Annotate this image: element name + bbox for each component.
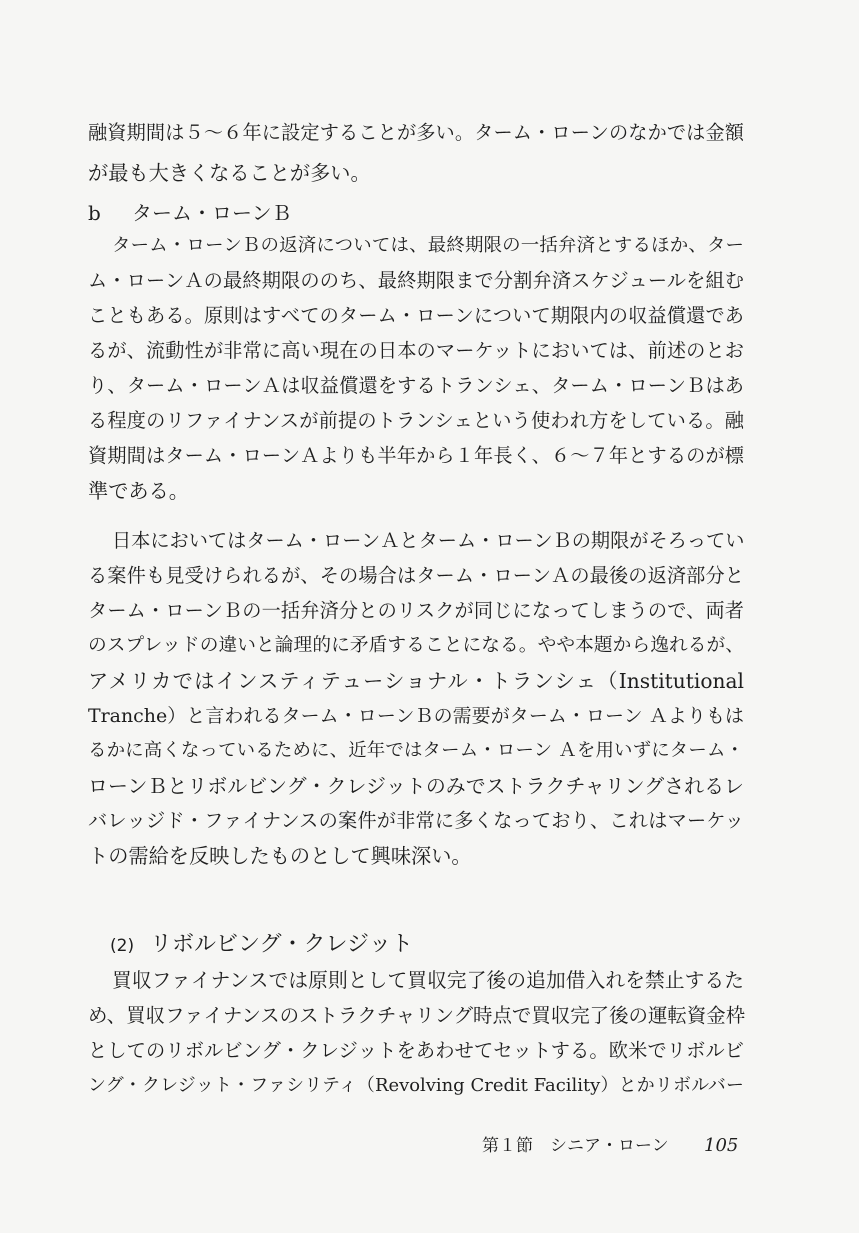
section-title: リボルビング・クレジット bbox=[150, 932, 414, 957]
text-line: 準である。 bbox=[88, 479, 189, 503]
running-head: 第１節 シニア・ローン bbox=[482, 1136, 669, 1156]
text-line: ム・ローンＡの最終期限ののち、最終期限まで分割弁済スケジュールを組む bbox=[88, 269, 744, 292]
text-line: る案件も見受けられるが、その場合はターム・ローンＡの最後の返済部分と bbox=[88, 564, 744, 587]
section-number: (2) bbox=[110, 936, 135, 956]
text-line: るが、流動性が非常に高い現在の日本のマーケットにおいては、前述のとお bbox=[88, 339, 744, 362]
text-line: ターム・ローンＢの一括弁済分とのリスクが同じになってしまうので、両者 bbox=[88, 599, 744, 622]
subheading bbox=[88, 198, 292, 228]
text-line: め、買収ファイナンスのストラクチャリング時点で買収完了後の運転資金枠 bbox=[88, 1004, 746, 1027]
text-line: 買収ファイナンスでは原則として買収完了後の追加借入れを禁止するた bbox=[112, 969, 744, 992]
text-line: としてのリボルビング・クレジットをあわせてセットする。欧米でリボルビ bbox=[88, 1039, 744, 1062]
page-number: 105 bbox=[704, 1135, 739, 1156]
text-line: アメリカではインスティテューショナル・トランシェ（Institutional bbox=[88, 669, 744, 693]
text-line: 資期間はターム・ローンＡよりも半年から１年長く、６～７年とするのが標 bbox=[88, 444, 744, 467]
text-line: が最も大きくなることが多い。 bbox=[88, 161, 371, 185]
text-line: るかに高くなっているために、近年ではターム・ローン Ａを用いずにターム・ bbox=[88, 740, 744, 761]
text-line: のスプレッドの違いと論理的に矛盾することになる。やや本題から逸れるが、 bbox=[88, 635, 744, 656]
text-line: こともある。原則はすべてのターム・ローンについて期限内の収益償還であ bbox=[88, 304, 744, 327]
section-heading bbox=[110, 929, 413, 962]
text-line: トの需給を反映したものとして興味深い。 bbox=[88, 844, 472, 868]
text-line: 融資期間は５～６年に設定することが多い。ターム・ローンのなかでは金額 bbox=[88, 121, 744, 144]
text-line: る程度のリファイナンスが前提のトランシェという使われ方をしている。融 bbox=[88, 409, 744, 432]
text-line: り、ターム・ローンＡは収益償還をするトランシェ、ターム・ローンＢはあ bbox=[88, 374, 744, 397]
text-line: ローンＢとリボルビング・クレジットのみでストラクチャリングされるレ bbox=[88, 774, 744, 798]
page-footer bbox=[482, 1132, 739, 1160]
subheading-mark: b bbox=[88, 201, 101, 225]
text-line: 日本においてはターム・ローンＡとターム・ローンＢの期限がそろってい bbox=[112, 529, 745, 552]
text-line: ターム・ローンＢの返済については、最終期限の一括弁済とするほか、ター bbox=[112, 235, 744, 256]
text-line: Tranche）と言われるターム・ローンＢの需要がターム・ローン Ａよりもは bbox=[88, 705, 744, 727]
text-line: ング・クレジット・ファシリティ（Revolving Credit Facility）とかリボルバー bbox=[88, 1075, 744, 1096]
text-line: バレッジド・ファイナンスの案件が非常に多くなっており、これはマーケッ bbox=[88, 809, 744, 832]
subheading-title: ターム・ローンＢ bbox=[132, 201, 292, 225]
